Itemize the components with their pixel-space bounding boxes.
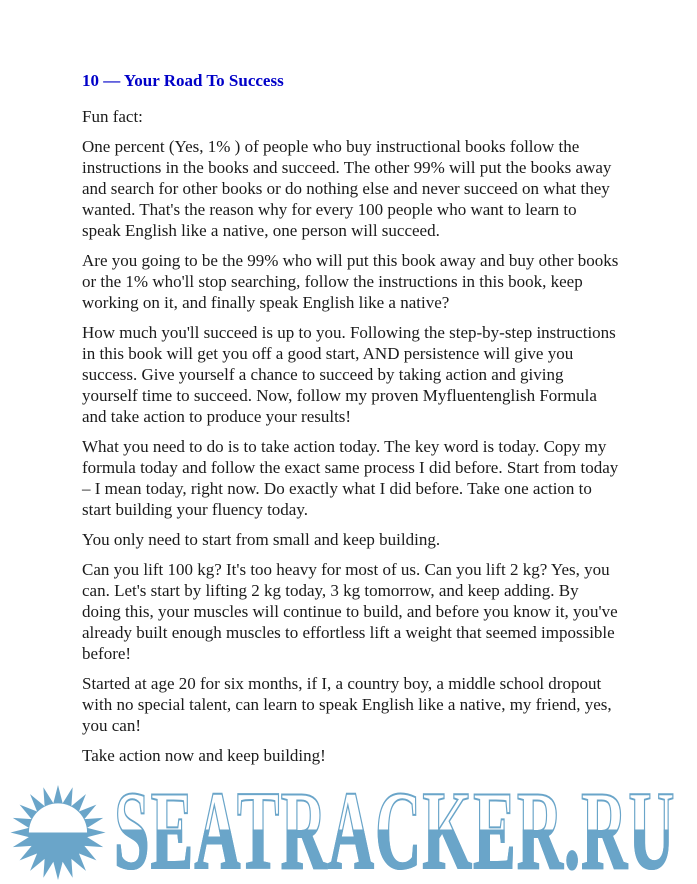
sun-icon	[0, 784, 116, 881]
paragraph: Take action now and keep building!	[82, 746, 326, 765]
paragraph: Fun fact:	[82, 107, 143, 126]
seatracker-watermark	[0, 769, 697, 884]
watermark-text: SEATRACKER.RU	[114, 773, 676, 884]
paragraph: Can you lift 100 kg? It's too heavy for most of us. Can you lift 2 kg? Yes, you can. Let's start by lifting 2 kg today, 3 kg tomorrow, and keep adding. By doing this, your muscles will continue to build, and before you know it, you've already built enough muscles to effortless lift a weight that seemed impossible before!	[82, 560, 618, 663]
paragraph: One percent (Yes, 1% ) of people who buy instructional books follow the instructions in the books and succeed. The other 99% will put the books away and search for other books or do nothing else and never succeed on what they wanted. That's the reason why for every 100 people who want to learn to speak English like a native, one person will succeed.	[82, 137, 612, 240]
paragraph: You only need to start from small and keep building.	[82, 530, 441, 549]
chapter-heading: 10 — Your Road To Success	[82, 71, 284, 90]
paragraph: How much you'll succeed is up to you. Following the step-by-step instructions in this book will get you off a good start, AND persistence will give you success. Give yourself a chance to succeed by taking action and giving yourself time to succeed. Now, follow my proven Myfluentenglish Formula and take action to produce your results!	[82, 323, 616, 426]
paragraph: Started at age 20 for six months, if I, a country boy, a middle school dropout with no special talent, can learn to speak English like a native, my friend, yes, you can!	[82, 674, 612, 735]
page-content	[82, 70, 619, 775]
paragraph: What you need to do is to take action today. The key word is today. Copy my formula today and follow the exact same process I did before. Start from today – I mean today, right now. Do exactly what I did before. Take one action to start building your fluency today.	[82, 437, 619, 519]
paragraph: Are you going to be the 99% who will put this book away and buy other books or the 1% who'll stop searching, follow the instructions in this book, keep working on it, and finally speak English like a native?	[82, 251, 619, 312]
